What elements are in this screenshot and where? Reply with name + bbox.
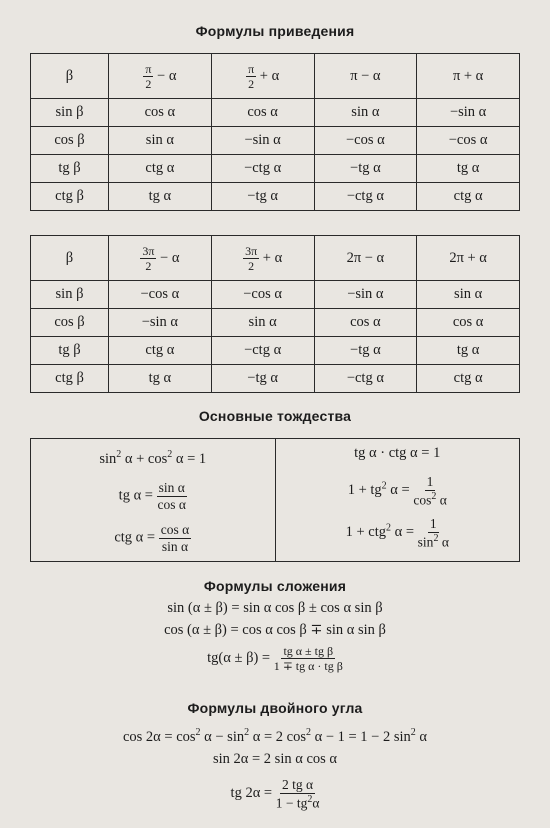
- double-angle-title: Формулы двойного угла: [187, 700, 363, 716]
- table-cell: tg α: [109, 183, 212, 211]
- table-cell: −sin α: [109, 309, 212, 337]
- table-cell: ctg β: [31, 183, 109, 211]
- table-cell: −ctg α: [314, 365, 417, 393]
- table-cell: −tg α: [211, 183, 314, 211]
- table-cell: ctg α: [417, 365, 520, 393]
- table-cell: ctg α: [109, 337, 212, 365]
- header-3pi-half-minus: $\frac{3\pi}{2}$ − α: [109, 236, 212, 281]
- table-cell: cos β: [31, 309, 109, 337]
- table-cell: sin α: [417, 281, 520, 309]
- table-cell: −tg α: [211, 365, 314, 393]
- one-plus-ctg-squared: 1 + ctg$^2$ α = $\frac{1}{\sin^2 \alpha}$: [345, 516, 449, 549]
- table-cell: −ctg α: [211, 155, 314, 183]
- identities-box: [30, 438, 520, 562]
- table-cell: −ctg α: [211, 337, 314, 365]
- table-cell: cos α: [314, 309, 417, 337]
- pythagorean-identity: $\sin^2 \alpha + \cos^2 \alpha = 1$: [99, 449, 207, 467]
- tangent-double-angle-formula: tg 2α = $\frac{\text{2 tg α}}{1 - tg^2\alpha}$: [230, 777, 320, 810]
- header-beta: β: [31, 236, 109, 281]
- table-row: [31, 309, 520, 337]
- header-pi-minus: π − α: [314, 54, 417, 99]
- table-cell: tg α: [109, 365, 212, 393]
- table-cell: sin α: [314, 99, 417, 127]
- identities-right-column: [276, 439, 520, 561]
- tangent-addition-formula: tg(α ± β) = $\frac{\text{tg α ± tg β}}{\text{1 ∓ tg α · tg β}}$: [207, 644, 343, 673]
- header-pi-plus: π + α: [417, 54, 520, 99]
- tangent-definition: tg α = $\frac{\text{sin α}}{\text{cos α}}$: [118, 480, 186, 512]
- tg-ctg-product: tg α · ctg α = 1: [354, 445, 441, 461]
- identities-title: Основные тождества: [198, 408, 352, 424]
- header-beta: β: [31, 54, 109, 99]
- table-header-row: [31, 236, 520, 281]
- table-cell: −sin α: [314, 281, 417, 309]
- table-row: [31, 365, 520, 393]
- sine-double-angle-formula: sin 2α = 2 sin α cos α: [212, 751, 337, 767]
- one-plus-tg-squared: $1 + tg^2$ α = $\frac{1}{\cos^2 \alpha}$: [347, 474, 447, 507]
- table-cell: cos β: [31, 127, 109, 155]
- table-row: [31, 99, 520, 127]
- table-row: [31, 183, 520, 211]
- table-row: [31, 127, 520, 155]
- reduction-title: Формулы приведения: [195, 23, 355, 39]
- table-cell: sin β: [31, 281, 109, 309]
- header-2pi-plus: 2π + α: [417, 236, 520, 281]
- table-cell: −cos α: [109, 281, 212, 309]
- table-cell: −sin α: [211, 127, 314, 155]
- table-cell: −sin α: [417, 99, 520, 127]
- table-header-row: [31, 54, 520, 99]
- table-cell: −cos α: [211, 281, 314, 309]
- table-cell: sin β: [31, 99, 109, 127]
- header-pi-half-plus: $\frac{\pi}{2}$ + α: [211, 54, 314, 99]
- table-cell: −cos α: [314, 127, 417, 155]
- table-row: [31, 281, 520, 309]
- reduction-table-2: [30, 235, 520, 393]
- table-row: [31, 337, 520, 365]
- identities-left-column: [31, 439, 276, 561]
- header-2pi-minus: 2π − α: [314, 236, 417, 281]
- table-cell: ctg β: [31, 365, 109, 393]
- addition-title: Формулы сложения: [203, 578, 347, 594]
- table-cell: sin α: [211, 309, 314, 337]
- table-row: [31, 155, 520, 183]
- table-cell: cos α: [109, 99, 212, 127]
- table-cell: tg β: [31, 155, 109, 183]
- cotangent-definition: ctg α = $\frac{\text{cos α}}{\text{sin α}}$: [114, 522, 190, 554]
- cosine-double-angle-formula: $\cos 2\alpha = \cos^2 \alpha - \sin^2 \alpha = 2$ $\cos^2 \alpha - 1 = 1 - 2$ $\sin^2 \alpha$: [122, 727, 428, 745]
- cosine-addition-formula: cos (α ± β) = cos α cos β ∓ sin α sin β: [164, 622, 386, 638]
- reduction-table-1: [30, 53, 520, 211]
- table-cell: cos α: [417, 309, 520, 337]
- table-cell: sin α: [109, 127, 212, 155]
- table-cell: ctg α: [417, 183, 520, 211]
- table-cell: tg β: [31, 337, 109, 365]
- table-cell: −tg α: [314, 155, 417, 183]
- table-cell: tg α: [417, 337, 520, 365]
- header-3pi-half-plus: $\frac{3\pi}{2}$ + α: [211, 236, 314, 281]
- header-pi-half-minus: $\frac{\pi}{2}$ − α: [109, 54, 212, 99]
- table-cell: −tg α: [314, 337, 417, 365]
- table-cell: −cos α: [417, 127, 520, 155]
- table-cell: cos α: [211, 99, 314, 127]
- table-cell: tg α: [417, 155, 520, 183]
- sine-addition-formula: sin (α ± β) = sin α cos β ± cos α sin β: [167, 600, 383, 616]
- table-cell: −ctg α: [314, 183, 417, 211]
- table-cell: ctg α: [109, 155, 212, 183]
